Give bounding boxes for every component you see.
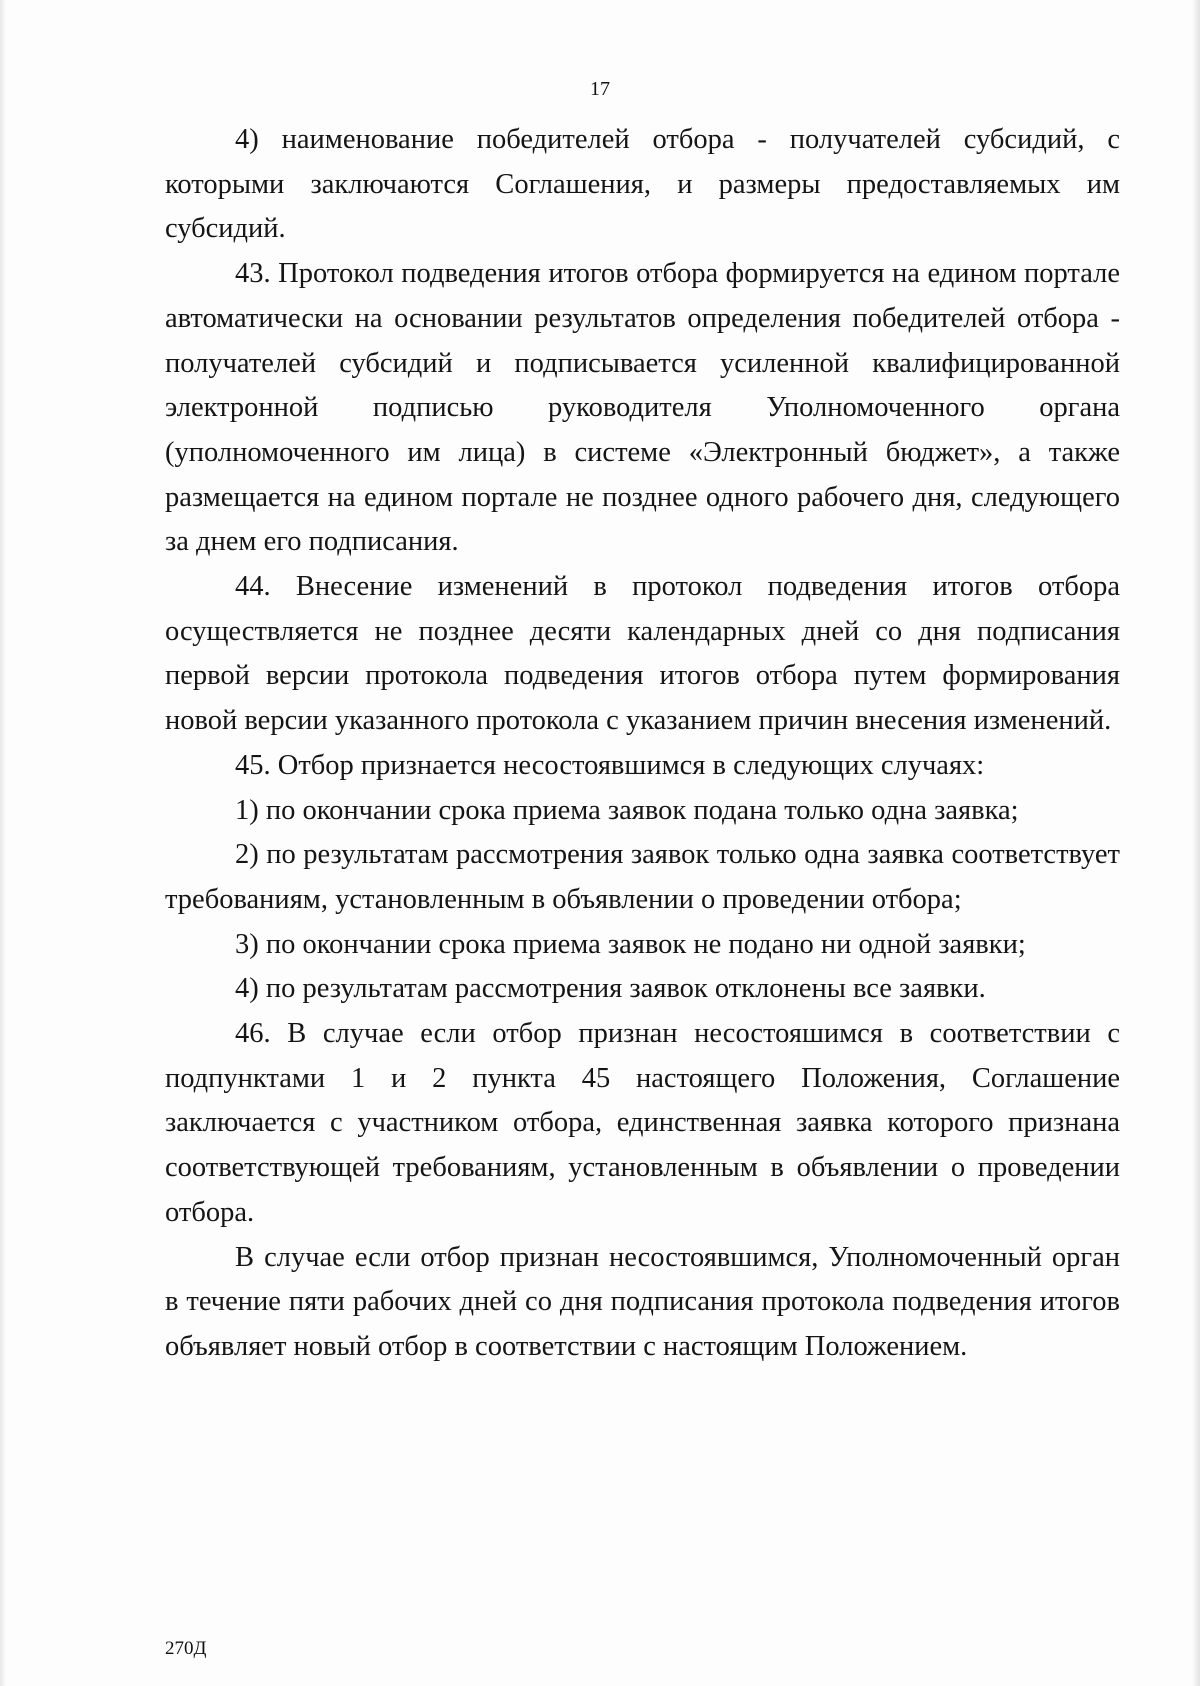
paragraph-45: 45. Отбор признается несостоявшимся в следующих случаях: <box>235 749 985 781</box>
paragraph-item-4: 4) наименование победителей отбора - получателей субсидий, с которыми заключаются Соглашения, и размеры предоставляемых им субсидий. <box>165 124 1120 245</box>
scan-edge-right <box>1192 0 1200 1686</box>
paragraph-43: 43. Протокол подведения итогов отбора формируется на едином портале автоматически на основании результатов определения победителей отбора - получателей субсидий и подписывается усиленной квалифицированной электронной подписью руководителя Уполномоченного органа (уполномоченного им лица) в системе «Электронный бюджет», а также размещается на едином портале не позднее одного рабочего дня, следующего за днем его подписания. <box>165 258 1120 558</box>
paragraph-45-item-1: 1) по окончании срока приема заявок подана только одна заявка; <box>235 794 1019 826</box>
paragraph-46-continuation: В случае если отбор признан несостоявшимся, Уполномоченный орган в течение пяти рабочих дней со дня подписания протокола подведения итогов объявляет новый отбор в соответствии с настоящим Положением. <box>165 1241 1120 1362</box>
page-number: 17 <box>590 78 610 100</box>
paragraph-45-item-4: 4) по результатам рассмотрения заявок отклонены все заявки. <box>235 973 986 1005</box>
scan-edge-left <box>0 0 6 1686</box>
paragraph-45-item-2: 2) по результатам рассмотрения заявок только одна заявка соответствует требованиям, установленным в объявлении о проведении отбора; <box>165 839 1120 915</box>
paragraph-44: 44. Внесение изменений в протокол подведения итогов отбора осуществляется не позднее десяти календарных дней со дня подписания первой версии протокола подведения итогов отбора путем формирования новой версии указанного протокола с указанием причин внесения изменений. <box>165 571 1120 737</box>
document-body <box>165 118 1120 1370</box>
paragraph-46: 46. В случае если отбор признан несостояшимся в соответствии с подпунктами 1 и 2 пункта 45 настоящего Положения, Соглашение заключается с участником отбора, единственная заявка которого признана соответствующей требованиям, установленным в объявлении о проведении отбора. <box>165 1018 1120 1228</box>
footer-document-code: 270Д <box>165 1638 207 1659</box>
paragraph-45-item-3: 3) по окончании срока приема заявок не подано ни одной заявки; <box>235 928 1026 960</box>
